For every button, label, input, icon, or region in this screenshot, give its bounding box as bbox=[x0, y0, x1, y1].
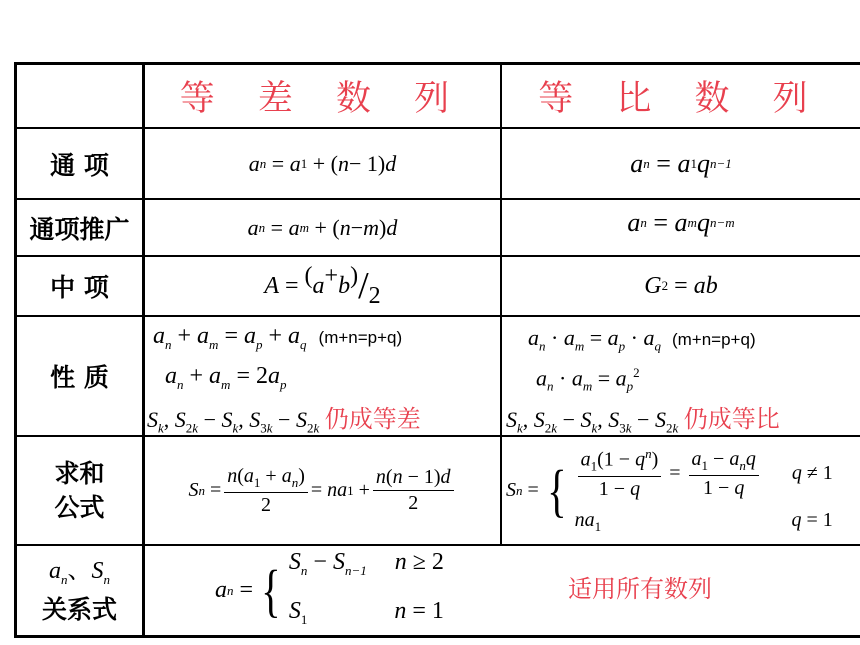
label-sum-formula-line1: 求和 bbox=[54, 458, 105, 488]
geo-property-3: $S_k$, $S_{2k} - S_k$, $S_{3k} - S_{2k}$ 仍成等比 bbox=[506, 405, 780, 436]
label-relation-symbols: $a_n$、$S_n$ bbox=[49, 558, 110, 587]
arith-property-1: $a_n + a_m = a_p + a_q$ (m+n=p+q) bbox=[153, 323, 403, 352]
label-sum-formula-line2: 公式 bbox=[54, 492, 105, 522]
left-brace: { bbox=[261, 557, 281, 623]
geo-property-1: $a_n \cdot a_m = a_p \cdot a_q$ (m+n=p+q) bbox=[528, 325, 756, 354]
label-middle-term: 中 项 bbox=[50, 273, 109, 302]
geo-sum-formula: S n = { $\frac{a_1(1 - q^n)}{1 - q}$ = $\frac{a_1 - a_nq}{1 - q}$ q ≠ 1 $na_1$ q = 1 bbox=[506, 446, 833, 534]
relation-applicability: 适用所有数列 bbox=[568, 574, 712, 603]
label-properties: 性 质 bbox=[50, 363, 109, 392]
geo-sum-cases: $\frac{a_1(1 - q^n)}{1 - q}$ = $\frac{a_1 - a_nq}{1 - q}$ q ≠ 1 $na_1$ q = 1 bbox=[574, 446, 833, 534]
arith-general-term-formula: a n = a 1 + ( n − 1) d bbox=[248, 150, 397, 176]
arith-property-condition: (m+n=p+q) bbox=[318, 328, 403, 347]
geo-general-term-formula: a n = a 1 q n−1 bbox=[630, 148, 732, 178]
geo-properties bbox=[502, 317, 860, 435]
arith-property-note: 仍成等差 bbox=[324, 405, 421, 433]
arith-property-3: $S_k$, $S_{2k} - S_k$, $S_{3k} - S_{2k}$ 仍成等差 bbox=[147, 405, 421, 436]
left-brace: { bbox=[546, 457, 567, 523]
arith-properties bbox=[145, 317, 500, 435]
header-arithmetic: 等 差 数 列 bbox=[179, 79, 466, 119]
geo-middle-term-formula: G 2 = ab bbox=[644, 272, 718, 299]
arith-property-2: $a_n + a_m = 2a_p$ bbox=[165, 363, 287, 392]
geo-general-term-ext-formula: a n = a m q n−m bbox=[627, 207, 735, 237]
geo-property-condition: (m+n=p+q) bbox=[671, 330, 756, 349]
header-geometric: 等 比 数 列 bbox=[538, 79, 824, 119]
relation-formula: a n = { $S_n - S_{n-1}$ n ≥ 2 $S_1$ n = 1 bbox=[215, 546, 515, 635]
arith-general-term-ext-formula: a n = a m + ( n − m ) d bbox=[247, 214, 398, 240]
geo-property-2: $a_n \cdot a_m = a_p^2$ bbox=[536, 365, 640, 394]
geo-property-note: 仍成等比 bbox=[683, 405, 780, 433]
label-relation-line2: 关系式 bbox=[41, 594, 117, 624]
label-relation bbox=[17, 546, 142, 635]
label-sum-formula bbox=[17, 437, 142, 544]
arith-middle-term-formula: A = ( a + b ) / 2 bbox=[264, 262, 381, 309]
label-general-term: 通 项 bbox=[50, 150, 109, 180]
label-general-term-ext: 通项推广 bbox=[29, 214, 130, 244]
relation-cases: $S_n - S_{n-1}$ n ≥ 2 $S_1$ n = 1 bbox=[288, 548, 444, 627]
arith-sum-formula: S n = $\frac{n(a_1 + a_n)}{2}$ = na 1 + $\frac{n(n - 1)d}{2}$ bbox=[145, 437, 500, 544]
